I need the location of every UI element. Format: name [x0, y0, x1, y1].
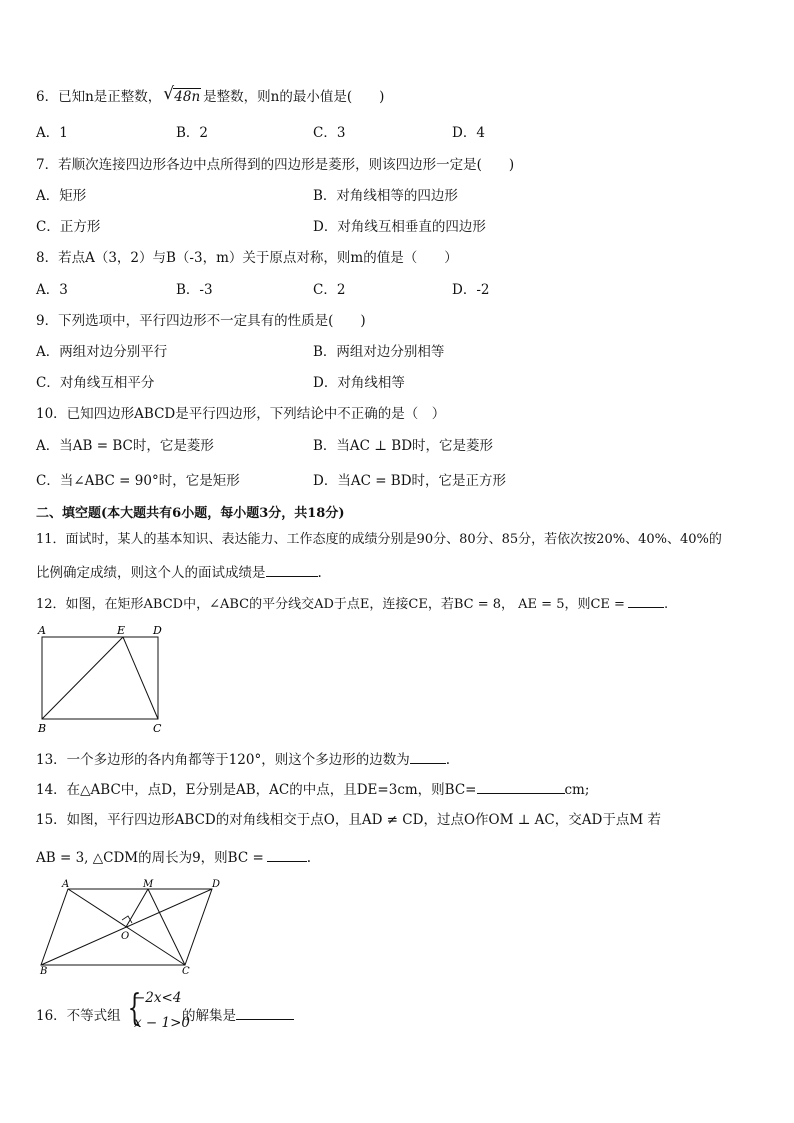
q9-option-d[interactable]: D．对角线相等: [313, 375, 405, 391]
q11-line2: [36, 562, 322, 582]
q8-option-d[interactable]: D．-2: [452, 282, 490, 298]
q7-option-a[interactable]: A．矩形: [36, 188, 87, 204]
q6-option-b[interactable]: B．2: [176, 125, 209, 141]
q7-option-b[interactable]: B．对角线相等的四边形: [313, 188, 458, 204]
q8-stem: 8．若点A（3，2）与B（-3，m）关于原点对称，则m的值是（ ）: [36, 250, 458, 266]
q13-end: .: [445, 752, 450, 768]
label-d: D: [153, 624, 162, 637]
q12-stem-text: 12．如图，在矩形ABCD中，∠ABC的平分线交AD于点E，连接CE，若BC = 8， AE = 5，则CE =: [36, 597, 625, 612]
radical-sign-icon: √: [163, 84, 175, 104]
q13-answer-blank[interactable]: [410, 749, 446, 764]
segment-be: [42, 637, 123, 719]
rectangle-diagram: [32, 622, 182, 737]
q10-option-b[interactable]: B．当AC ⊥ BD时，它是菱形: [313, 438, 494, 454]
q10-option-a[interactable]: A．当AB = BC时，它是菱形: [36, 438, 214, 454]
q15-line2-text: AB = 3, △CDM的周长为9，则BC =: [36, 850, 264, 866]
q13-stem: [36, 749, 450, 769]
q12-answer-blank[interactable]: [628, 593, 664, 608]
label-e: E: [117, 624, 126, 637]
q8-option-c[interactable]: C．2: [313, 282, 346, 298]
label-b: B: [38, 722, 47, 735]
q14-end: cm;: [564, 782, 590, 798]
q11-answer-blank[interactable]: [266, 562, 318, 577]
label-a: A: [38, 624, 46, 637]
q16-prefix: 16．不等式组: [36, 1008, 121, 1024]
label-c: C: [153, 722, 162, 735]
q6-stem: [36, 84, 385, 106]
q15-end: .: [306, 850, 312, 866]
label-a: A: [62, 879, 70, 890]
sqrt-expression: [163, 84, 201, 106]
q10-option-c[interactable]: C．当∠ABC = 90°时，它是矩形: [36, 473, 240, 489]
segment-ce: [123, 637, 158, 719]
q16-inequality-2: x − 1>0: [134, 1015, 190, 1031]
q16-answer-blank[interactable]: [236, 1005, 294, 1020]
q6-stem-a: 6．已知n是正整数，: [36, 89, 162, 105]
q10-stem: 10．已知四边形ABCD是平行四边形，下列结论中不正确的是（ ）: [36, 406, 446, 422]
q16-inequality-1: −2x<4: [134, 990, 182, 1006]
q9-option-b[interactable]: B．两组对边分别相等: [313, 344, 445, 360]
label-c: C: [182, 966, 190, 977]
q15-line1: 15．如图，平行四边形ABCD的对角线相交于点O，且AD ≠ CD，过点O作OM ⊥ AC，交AD于点M 若: [36, 812, 661, 828]
q9-option-a[interactable]: A．两组对边分别平行: [36, 344, 168, 360]
q13-stem-text: 13．一个多边形的各内角都等于120°，则这个多边形的边数为: [36, 752, 410, 768]
segment-cm: [148, 889, 185, 965]
q8-option-b[interactable]: B．-3: [176, 282, 213, 298]
q11-line2-text: 比例确定成绩，则这个人的面试成绩是: [36, 565, 266, 581]
q15-answer-blank[interactable]: [267, 847, 307, 862]
q6-stem-b: 是整数，则n的最小值是( ): [203, 89, 385, 105]
label-o: O: [121, 931, 130, 942]
q12-stem: [36, 593, 668, 614]
q14-answer-blank[interactable]: [477, 779, 565, 794]
q7-stem: 7．若顺次连接四边形各边中点所得到的四边形是菱形，则该四边形一定是( ): [36, 157, 515, 173]
parallelogram-diagram: [30, 877, 230, 977]
q14-stem-text: 14．在△ABC中，点D，E分别是AB，AC的中点，且DE=3cm，则BC=: [36, 782, 477, 798]
q6-option-d[interactable]: D．4: [452, 125, 485, 141]
q9-stem: 9．下列选项中，平行四边形不一定具有的性质是( ): [36, 313, 366, 329]
q11-line1: 11．面试时，某人的基本知识、表达能力、工作态度的成绩分别是90分、80分、85分，若依次按20%、40%、40%的: [36, 532, 722, 547]
q6-option-a[interactable]: A．1: [36, 125, 68, 141]
sqrt-content: 48n: [174, 89, 201, 105]
q16-suffix: [182, 1004, 294, 1024]
q9-option-c[interactable]: C．对角线互相平分: [36, 375, 155, 391]
segment-om: [126, 889, 148, 927]
label-b: B: [40, 966, 48, 977]
q6-option-c[interactable]: C．3: [313, 125, 346, 141]
q7-option-d[interactable]: D．对角线互相垂直的四边形: [313, 219, 486, 235]
q10-option-d[interactable]: D．当AC = BD时，它是正方形: [313, 473, 507, 489]
label-m: M: [143, 879, 154, 890]
q15-line2: [36, 847, 311, 867]
q16-suffix-text: 的解集是: [182, 1008, 236, 1024]
q11-end: .: [317, 565, 322, 581]
label-d: D: [212, 879, 221, 890]
section-2-heading: 二、填空题(本大题共有6小题，每小题3分，共18分): [36, 506, 345, 521]
left-brace-icon: {: [127, 988, 142, 1029]
q7-option-c[interactable]: C．正方形: [36, 219, 101, 235]
q12-end: .: [663, 597, 669, 612]
q8-option-a[interactable]: A．3: [36, 282, 68, 298]
q14-stem: [36, 779, 589, 799]
